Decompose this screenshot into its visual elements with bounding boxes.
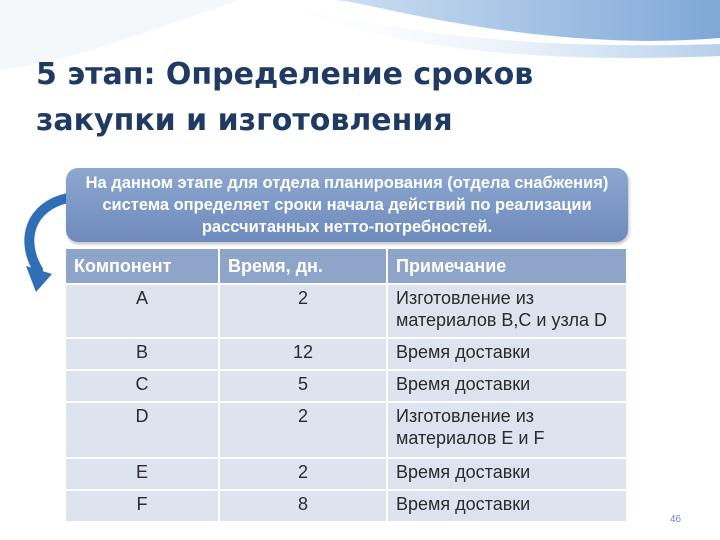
slide-title: 5 этап: Определение сроков закупки и изготовления bbox=[36, 57, 534, 138]
header-note: Примечание bbox=[387, 248, 627, 284]
cell-note: Изготовление из материалов E и F bbox=[387, 402, 627, 458]
cell-component: E bbox=[65, 458, 219, 490]
cell-component: D bbox=[65, 402, 219, 458]
cell-component: B bbox=[65, 338, 219, 370]
cell-note: Изготовление из материалов B,C и узла D bbox=[387, 284, 627, 338]
header-component: Компонент bbox=[65, 248, 219, 284]
cell-component: A bbox=[65, 284, 219, 338]
header-time: Время, дн. bbox=[219, 248, 387, 284]
cell-component: C bbox=[65, 370, 219, 402]
table-row bbox=[65, 370, 627, 402]
page-number: 46 bbox=[670, 514, 682, 525]
table-header-row bbox=[65, 248, 627, 284]
table-row bbox=[65, 338, 627, 370]
cell-time: 12 bbox=[219, 338, 387, 370]
table-row bbox=[65, 284, 627, 338]
stage-description-callout bbox=[66, 168, 628, 242]
lead-time-table bbox=[64, 247, 628, 523]
table-row bbox=[65, 458, 627, 490]
table-row bbox=[65, 490, 627, 522]
cell-component: F bbox=[65, 490, 219, 522]
cell-note: Время доставки bbox=[387, 490, 627, 522]
cell-time: 2 bbox=[219, 284, 387, 338]
callout-text: На данном этапе для отдела планирования (отдела снабжения) система определяет сроки начала действий по реализации рассчитанных нетто-потребностей. bbox=[85, 174, 609, 236]
cell-note: Время доставки bbox=[387, 458, 627, 490]
cell-note: Время доставки bbox=[387, 370, 627, 402]
cell-time: 5 bbox=[219, 370, 387, 402]
table-row bbox=[65, 402, 627, 458]
cell-time: 8 bbox=[219, 490, 387, 522]
cell-time: 2 bbox=[219, 458, 387, 490]
cell-time: 2 bbox=[219, 402, 387, 458]
cell-note: Время доставки bbox=[387, 338, 627, 370]
